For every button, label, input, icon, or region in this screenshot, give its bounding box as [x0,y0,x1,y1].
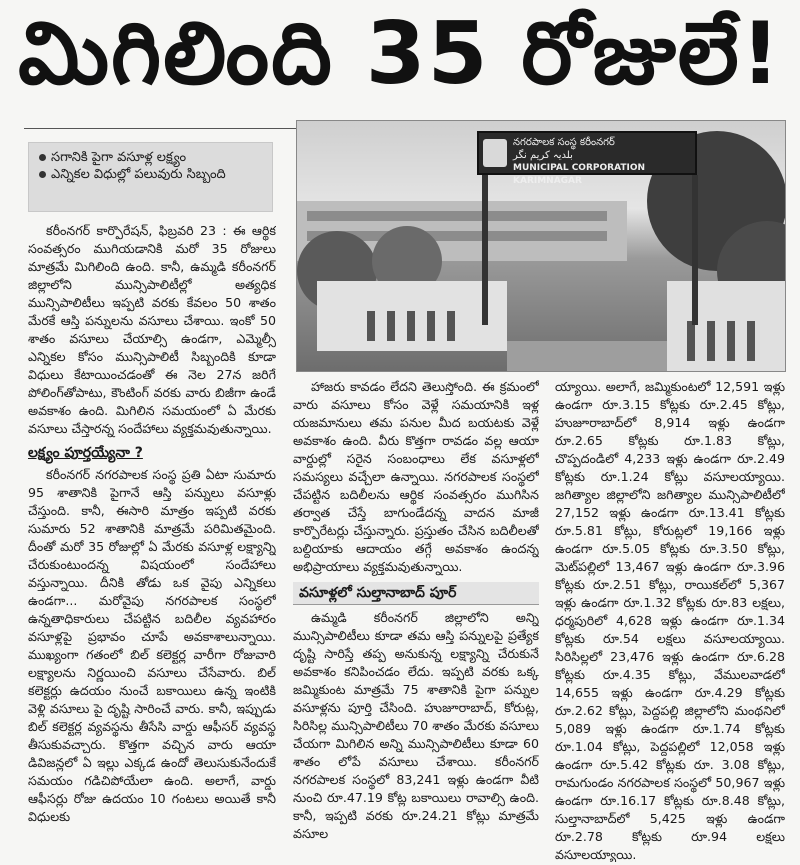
article-column-3 [555,378,785,862]
article-paragraph: కరీంనగర్ నగరపాలక సంస్థ ప్రతి ఏటా సుమారు 95 శాతానికి పైగానే ఆస్తి పన్నులు వసూళ్లు చేస్తుంది. కానీ, ఈసారి మాత్రం ఇప్పటి వరకు సుమారు 52 శాతానికి మాత్రమే పరిమితమైంది. దీంతో మరో 35 రోజుల్లో ఏ మేరకు వసూళ్ల లక్ష్యాన్ని చేరుకుంటుందన్న విషయంలో సందేహాలు వస్తున్నాయి. దీనికి తోడు ఒక వైపు ఎన్నికలు ఉండగా... మరోవైపు నగరపాలక సంస్థలో ఉన్నతాధికారులు చేపట్టిన బదిలీల వ్యవహారం వసూళ్లపై ప్రభావం చూపే అవకాశాలున్నాయి. ముఖ్యంగా గతంలో బిల్ కలెక్టర్ల వారీగా రోజువారి లక్ష్యాలను నిర్ణయించి వసూలు చేసేవారు. బిల్ కలెక్టర్లు ఉదయం నుంచే బకాయిలు ఉన్న ఇంటికి వెళ్లి వసూలు పై దృష్టి సారించే వారు. కానీ, ఇప్పుడు బిల్ కలెక్టర్ల వ్యవస్థను తీసేసి వార్డు ఆఫీసర్ వ్యవస్థ తీసుకువచ్చారు. కొత్తగా వచ్చిన వారు ఆయా డివిజన్లలో ఏ ఇల్లు ఎక్కడ ఉందో తెలుసుకునేందుకే సమయం గడిచిపోయేలా ఉంది. అలాగే, వార్డు ఆఫీసర్లు రోజు ఉదయం 10 గంటలు అయితే కానీ విధులకు [28,467,276,824]
article-paragraph: హాజరు కావడం లేదని తెలుస్తోంది. ఈ క్రమంలో వారు వసూలు కోసం వెళ్లే సమయానికి ఇళ్ల యజమానులు తమ పనుల మీద బయటకు వెళ్లే అవకాశం ఉంది. వీరు కొత్తగా రావడం వల్ల ఆయా వార్డుల్లో సరైన సంబంధాలు లేక వసూళ్లలో సమస్యలు వచ్చేలా ఉన్నాయి. నగరపాలక సంస్థలో చేపట్టిన బదిలీలను ఆర్థిక సంవత్సరం ముగిసిన తర్వాత చేస్తే బాగుండేదన్న వాదన మాజీ కార్పొరేటర్లు చేస్తున్నారు. ప్రస్తుతం చేసిన బదిలీలతో బల్దియాకు ఆదాయం తగ్గే అవకాశం ఉందన్న అభిప్రాయాలు వ్యక్తమవుతున్నాయి. [293,379,539,574]
bullet-item: ఎన్నికల విధుల్లో పలువురు సిబ్బంది [51,166,264,183]
municipal-logo-icon [483,139,507,167]
article-column-2 [293,378,539,862]
article-paragraph: య్యాయి. అలాగే, జమ్మికుంటలో 12,591 ఇళ్లు ఉండగా రూ.3.15 కోట్లకు రూ.2.45 కోట్లు, హుజూరాబాద్‌లో 8,914 ఇళ్లు ఉండగా రూ.2.65 కోట్లకు రూ.1.83 కోట్లు, చొప్పదండిలో 4,233 ఇళ్లు ఉండగా రూ.2.49 కోట్లకు రూ.1.24 కోట్లు వసూలయ్యాయి. జగిత్యాల జిల్లాలోని జగిత్యాల మున్సిపాలిటీలో 27,152 ఇళ్లు ఉండగా రూ.13.41 కోట్లకు రూ.5.81 కోట్లు, కోరుట్లలో 19,166 ఇళ్లు ఉండగా రూ.5.05 కోట్లకు రూ.3.50 కోట్లు, మెట్‌పల్లిలో 13,467 ఇళ్లు ఉండగా రూ.3.96 కోట్లకు రూ.2.51 కోట్లు, రాయికల్‌లో 5,367 ఇళ్లు ఉండగా రూ.1.32 కోట్లకు రూ.83 లక్షలు, ధర్మపురిలో 4,628 ఇళ్లు ఉండగా రూ.1.34 కోట్లకు రూ.54 లక్షలు వసూలయ్యాయి. సిరిసిల్లలో 23,476 ఇళ్లు ఉండగా రూ.6.28 కోట్లకు రూ.4.35 కోట్లు, వేములవాడలో 14,655 ఇళ్లు ఉండగా రూ.4.29 కోట్లకు రూ.2.62 కోట్లు, పెద్దపల్లి జిల్లాలోని మంథనిలో 5,089 ఇళ్లు ఉండగా రూ.1.74 కోట్లకు రూ.1.04 కోట్లు, పెద్దపల్లిలో 12,058 ఇళ్లు ఉండగా రూ.5.42 కోట్లకు రూ. 3.08 కోట్లు, రామగుండం నగరపాలక సంస్థలో 50,967 ఇళ్లు ఉండగా రూ.16.17 కోట్లకు రూ.8.48 కోట్లు, సుల్తానాబాద్‌లో 5,425 ఇళ్లు ఉండగా రూ.2.78 కోట్లకు రూ.94 లక్షలు వసూలయ్యాయి. [555,379,785,862]
sign-english: MUNICIPAL CORPORATION KARIMNAGAR [513,163,646,186]
municipal-sign [477,131,697,186]
summary-bullets [28,142,273,212]
sign-urdu: بلدیہ کریم نگر [513,150,573,161]
article-column-1 [28,222,276,862]
news-photo [296,120,786,372]
section-subhead: వసూళ్లలో సుల్తానాబాద్ పూర్ [293,582,539,605]
article-paragraph: ఉమ్మడి కరీంనగర్ జిల్లాలోని అన్ని మున్సిపాలిటీలు కూడా తమ ఆస్తి పన్నులపై ప్రత్యేక దృష్టి సారిస్తే తప్ప అనుకున్న లక్ష్యాన్ని చేరుకునే అవకాశం కనిపించడం లేదు. ఇప్పటి వరకు ఒక్క జమ్మికుంట మాత్రమే 75 శాతానికి పైగా పన్నుల వసూళ్లను పూర్తి చేసింది. హుజూరాబాద్, కోరుట్ల, సిరిసిల్ల మున్సిపాలిటీలు 70 శాతం మేరకు వసూలు చేయగా మిగిలిన అన్ని మున్సిపాలిటీలు కూడా 60 శాతం లోపే వసూలు చేశాయి. కరీంనగర్ నగరపాలక సంస్థలో 83,241 ఇళ్లు ఉండగా వీటి నుంచి రూ.47.19 కోట్ల బకాయిలు రావాల్సి ఉంది. కానీ, ఇప్పటి వరకు రూ.24.21 కోట్లు మాత్రమే వసూల [293,610,539,841]
headline: మిగిలింది 35 రోజులే! [18,3,782,104]
article-paragraph: కరీంనగర్ కార్పొరేషన్, ఫిబ్రవరి 23 : ఈ ఆర్థిక సంవత్సరం ముగియడానికి మరో 35 రోజులు మాత్రమే మిగిలింది ఉంది. కానీ, ఉమ్మడి కరీంనగర్ జిల్లాలోని మున్సిపాలిటీల్లో అత్యధిక మున్సిపాలిటీలు ఇప్పటి వరకు కేవలం 50 శాతం మేరకే ఆస్తి పన్నులను వసూలు చేశాయి. ఇంకో 50 శాతం వసూలు చేయాల్సి ఉండగా, ఎమ్మెల్సీ ఎన్నికల కోసం మున్సిపాలిటీ సిబ్బందికి కూడా విధులు కేటాయించడంతో ఈ నెల 27న జరిగే పోలింగ్‌తోపాటు, కౌంటింగ్ వరకు వారు బిజీగా ఉండే అవకాశం ఉంది. మిగిలిన సమయంలో ఏ మేరకు వసూలు చేస్తారన్న సందేహాలు వ్యక్తమవుతున్నాయి. [28,223,276,436]
section-subhead: లక్ష్యం పూర్తయ్యేనా ? [28,445,143,461]
bullet-item: సగానికి పైగా వసూళ్ల లక్ష్యం [51,149,264,166]
sign-telugu: నగరపాలక సంస్థ కరీంనగర్ [513,137,615,148]
